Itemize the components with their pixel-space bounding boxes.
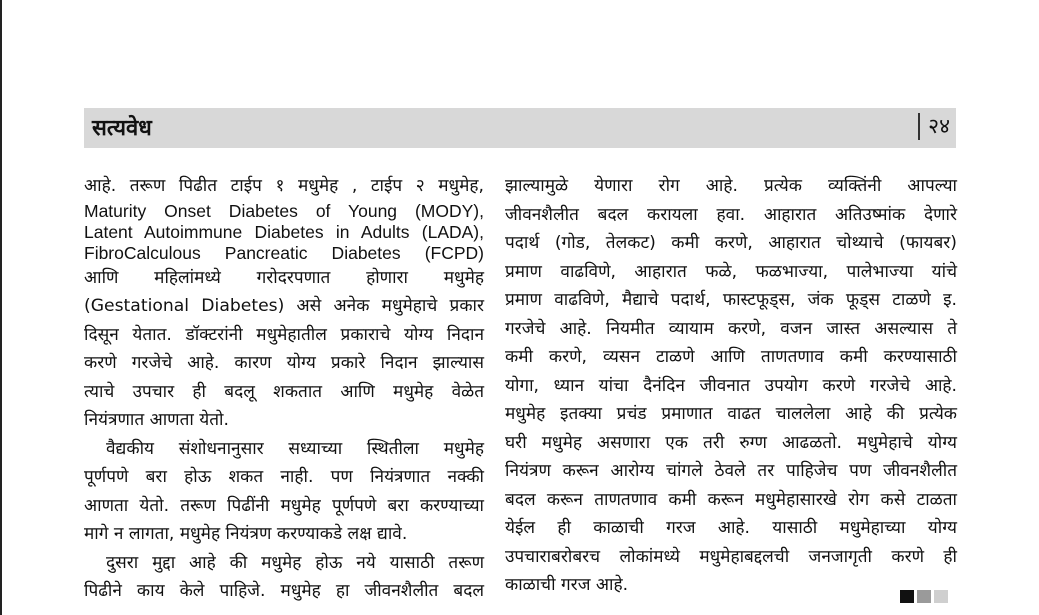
text-line: झाल्यामुळे येणारा रोग आहे. प्रत्येक व्यक्तिंनी आपल्या bbox=[505, 176, 957, 196]
text-line: प्रमाण वाढविणे, मैद्याचे पदार्थ, फास्टफूड्स, जंक फूड्स टाळणे इ. bbox=[505, 290, 957, 310]
text-line: नियंत्रण करून आरोग्य चांगले ठेवले तर पाहिजेच पण जीवनशैलीत bbox=[505, 461, 957, 481]
page-number: २४ bbox=[918, 113, 950, 140]
text-line: मधुमेह इतक्या प्रचंड प्रमाणात वाढत चाललेला आहे की प्रत्येक bbox=[505, 404, 957, 424]
text-line: जीवनशैलीत बदल करायला हवा. आहारात अतिउष्मांक देणारे bbox=[505, 204, 957, 225]
text-line: Latent Autoimmune Diabetes in Adults (LADA), bbox=[84, 221, 484, 242]
text-line: वैद्यकीय संशोधनानुसार सध्याच्या स्थितीला मधुमेह bbox=[106, 438, 484, 459]
text-line: दुसरा मुद्दा आहे की मधुमेह होऊ नये यासाठी तरूण bbox=[106, 552, 484, 573]
text-line: कमी करणे, व्यसन टाळणे आणि ताणतणाव कमी करण्यासाठी bbox=[505, 347, 957, 367]
text-line: (Gestational Diabetes) असे अनेक मधुमेहाचे प्रकार bbox=[84, 296, 484, 316]
text-line: येईल ही काळाची गरज आहे. यासाठी मधुमेहाच्या योग्य bbox=[505, 518, 957, 538]
text-line: पदार्थ (गोड, तेलकट) कमी करणे, आहारात चोथ्याचे (फायबर) bbox=[505, 233, 957, 253]
text-line: FibroCalculous Pancreatic Diabetes (FCPD) bbox=[84, 242, 484, 263]
text-line: दिसून येतात. डॉक्टरांनी मधुमेहातील प्रकाराचे योग्य निदान bbox=[84, 324, 484, 345]
text-line: त्याचे उपचार ही बदलू शकतात आणि मधुमेह वेळेत bbox=[84, 381, 484, 402]
text-line: प्रमाण वाढविणे, आहारात फळे, फळभाज्या, पालेभाज्या यांचे bbox=[505, 261, 957, 282]
text-line: गरजेचे आहे. नियमीत व्यायाम करणे, वजन जास्त असल्यास ते bbox=[505, 318, 957, 339]
right-column bbox=[505, 172, 957, 600]
end-mark-square bbox=[917, 590, 931, 603]
left-column bbox=[84, 172, 484, 606]
text-line: करणे गरजेचे आहे. कारण योग्य प्रकारे निदान झाल्यास bbox=[84, 353, 484, 373]
text-line: नियंत्रणात आणता येतो. bbox=[84, 410, 229, 430]
page-border bbox=[0, 0, 2, 615]
text-line: योगा, ध्यान यांचा दैनंदिन जीवनात उपयोग करणे गरजेचे आहे. bbox=[505, 375, 957, 396]
journal-title: सत्यवेध bbox=[92, 115, 152, 141]
text-line: उपचाराबरोबरच लोकांमध्ये मधुमेहाबद्दलची जनजागृती करणे ही bbox=[505, 546, 957, 567]
text-line: आणता येतो. तरूण पिढींनी मधुमेह पूर्णपणे बरा करण्याच्या bbox=[84, 495, 484, 516]
text-line: Maturity Onset Diabetes of Young (MODY), bbox=[84, 200, 484, 221]
text-line: बदल करून ताणतणाव कमी करून मधुमेहासारखे रोग कसे टाळता bbox=[505, 489, 957, 510]
text-line: आहे. तरूण पिढीत टाईप १ मधुमेह , टाईप २ मधुमेह, bbox=[84, 176, 484, 196]
page-header bbox=[84, 108, 956, 148]
text-line: आणि महिलांमध्ये गरोदरपणात होणारा मधुमेह bbox=[84, 267, 484, 288]
text-line: पूर्णपणे बरा होऊ शकत नाही. पण नियंत्रणात नक्की bbox=[84, 467, 484, 487]
text-line: काळाची गरज आहे. bbox=[505, 575, 629, 595]
end-mark-square bbox=[934, 590, 948, 603]
text-line: घरी मधुमेह असणारा एक तरी रुग्ण आढळतो. मधुमेहाचे योग्य bbox=[505, 432, 957, 453]
text-line: पिढीने काय केले पाहिजे. मधुमेह हा जीवनशैलीत बदल bbox=[84, 581, 484, 601]
end-mark-square bbox=[900, 590, 914, 603]
text-line: मागे न लागता, मधुमेह नियंत्रण करण्याकडे लक्ष द्यावे. bbox=[84, 524, 408, 544]
end-of-article-mark bbox=[900, 588, 951, 607]
